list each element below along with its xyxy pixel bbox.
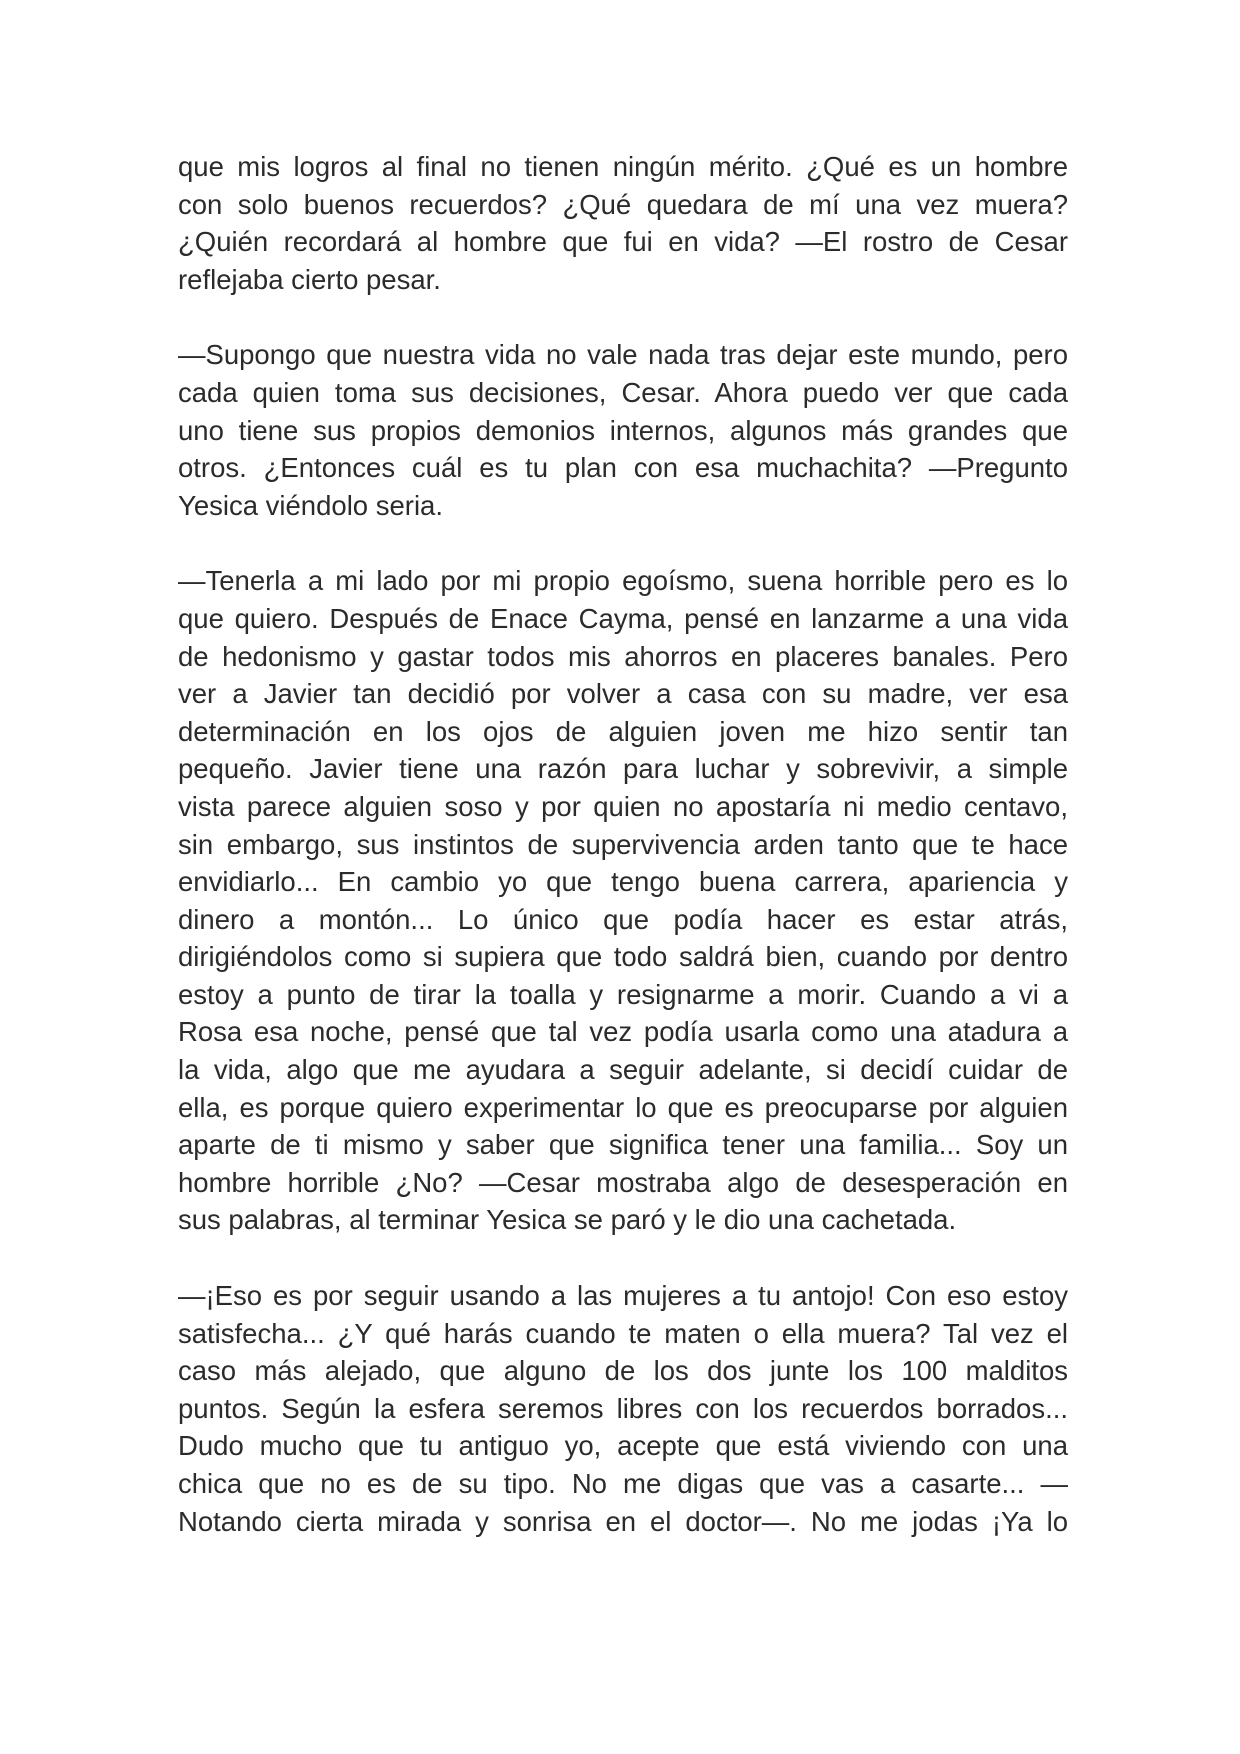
text-line: ver a Javier tan decidió por volver a casa con su madre, ver esa <box>178 678 1068 710</box>
text-line: chica que no es de su tipo. No me digas que vas a casarte... — <box>178 1468 1068 1499</box>
text-line: cada quien toma sus decisiones, Cesar. Ahora puedo ver que cada <box>178 376 1068 408</box>
text-line: reflejaba cierto pesar. <box>178 263 441 295</box>
text-line: —Tenerla a mi lado por mi propio egoísmo, suena horrible pero es lo <box>178 565 1068 597</box>
text-line: la vida, algo que me ayudara a seguir adelante, si decidí cuidar de <box>178 1054 1068 1086</box>
text-line: Notando cierta mirada y sonrisa en el doctor—. No me jodas ¡Ya lo <box>178 1505 1068 1537</box>
text-line: sin embargo, sus instintos de supervivencia arden tanto que te hace <box>178 828 1068 860</box>
text-line: determinación en los ojos de alguien joven me hizo sentir tan <box>178 715 1068 747</box>
text-line: dirigiéndolos como si supiera que todo saldrá bien, cuando por dentro <box>178 941 1068 973</box>
text-line: dinero a montón... Lo único que podía hacer es estar atrás, <box>178 903 1068 935</box>
text-line: —Supongo que nuestra vida no vale nada tras dejar este mundo, pero <box>178 339 1068 371</box>
text-line: caso más alejado, que alguno de los dos junte los 100 malditos <box>178 1355 1068 1387</box>
text-line: otros. ¿Entonces cuál es tu plan con esa muchachita? —Pregunto <box>178 452 1068 484</box>
text-line: pequeño. Javier tiene una razón para luchar y sobrevivir, a simple <box>178 753 1068 785</box>
text-line: puntos. Según la esfera seremos libres con los recuerdos borrados... <box>178 1392 1068 1424</box>
paragraph-2 <box>178 336 1068 524</box>
text-line: uno tiene sus propios demonios internos, algunos más grandes que <box>178 414 1068 446</box>
text-line: sus palabras, al terminar Yesica se paró y le dio una cachetada. <box>178 1204 957 1236</box>
text-line: ¿Quién recordará al hombre que fui en vida? —El rostro de Cesar <box>178 226 1068 258</box>
text-line: de hedonismo y gastar todos mis ahorros en placeres banales. Pero <box>178 640 1068 672</box>
text-line: aparte de ti mismo y saber que significa tener una familia... Soy un <box>178 1129 1068 1161</box>
paragraph-1 <box>178 148 1068 298</box>
text-line: que quiero. Después de Enace Cayma, pensé en lanzarme a una vida <box>178 602 1068 634</box>
text-line: —¡Eso es por seguir usando a las mujeres a tu antojo! Con eso estoy <box>178 1280 1068 1312</box>
text-line: envidiarlo... En cambio yo que tengo buena carrera, apariencia y <box>178 866 1068 898</box>
text-line: estoy a punto de tirar la toalla y resignarme a morir. Cuando a vi a <box>178 978 1068 1010</box>
paragraph-3 <box>178 562 1068 1239</box>
text-line: satisfecha... ¿Y qué harás cuando te maten o ella muera? Tal vez el <box>178 1317 1068 1349</box>
text-line: hombre horrible ¿No? —Cesar mostraba algo de desesperación en <box>178 1166 1068 1198</box>
body-text <box>178 148 1068 1578</box>
text-line: ella, es porque quiero experimentar lo que es preocuparse por alguien <box>178 1091 1068 1123</box>
text-line: con solo buenos recuerdos? ¿Qué quedara de mí una vez muera? <box>178 188 1068 220</box>
text-line: Rosa esa noche, pensé que tal vez podía usarla como una atadura a <box>178 1016 1068 1048</box>
text-line: Dudo mucho que tu antiguo yo, acepte que está viviendo con una <box>178 1430 1068 1462</box>
text-line: vista parece alguien soso y por quien no apostaría ni medio centavo, <box>178 790 1068 822</box>
text-line: Yesica viéndolo seria. <box>178 489 443 521</box>
text-line: que mis logros al final no tienen ningún mérito. ¿Qué es un hombre <box>178 151 1068 182</box>
paragraph-4 <box>178 1277 1068 1540</box>
